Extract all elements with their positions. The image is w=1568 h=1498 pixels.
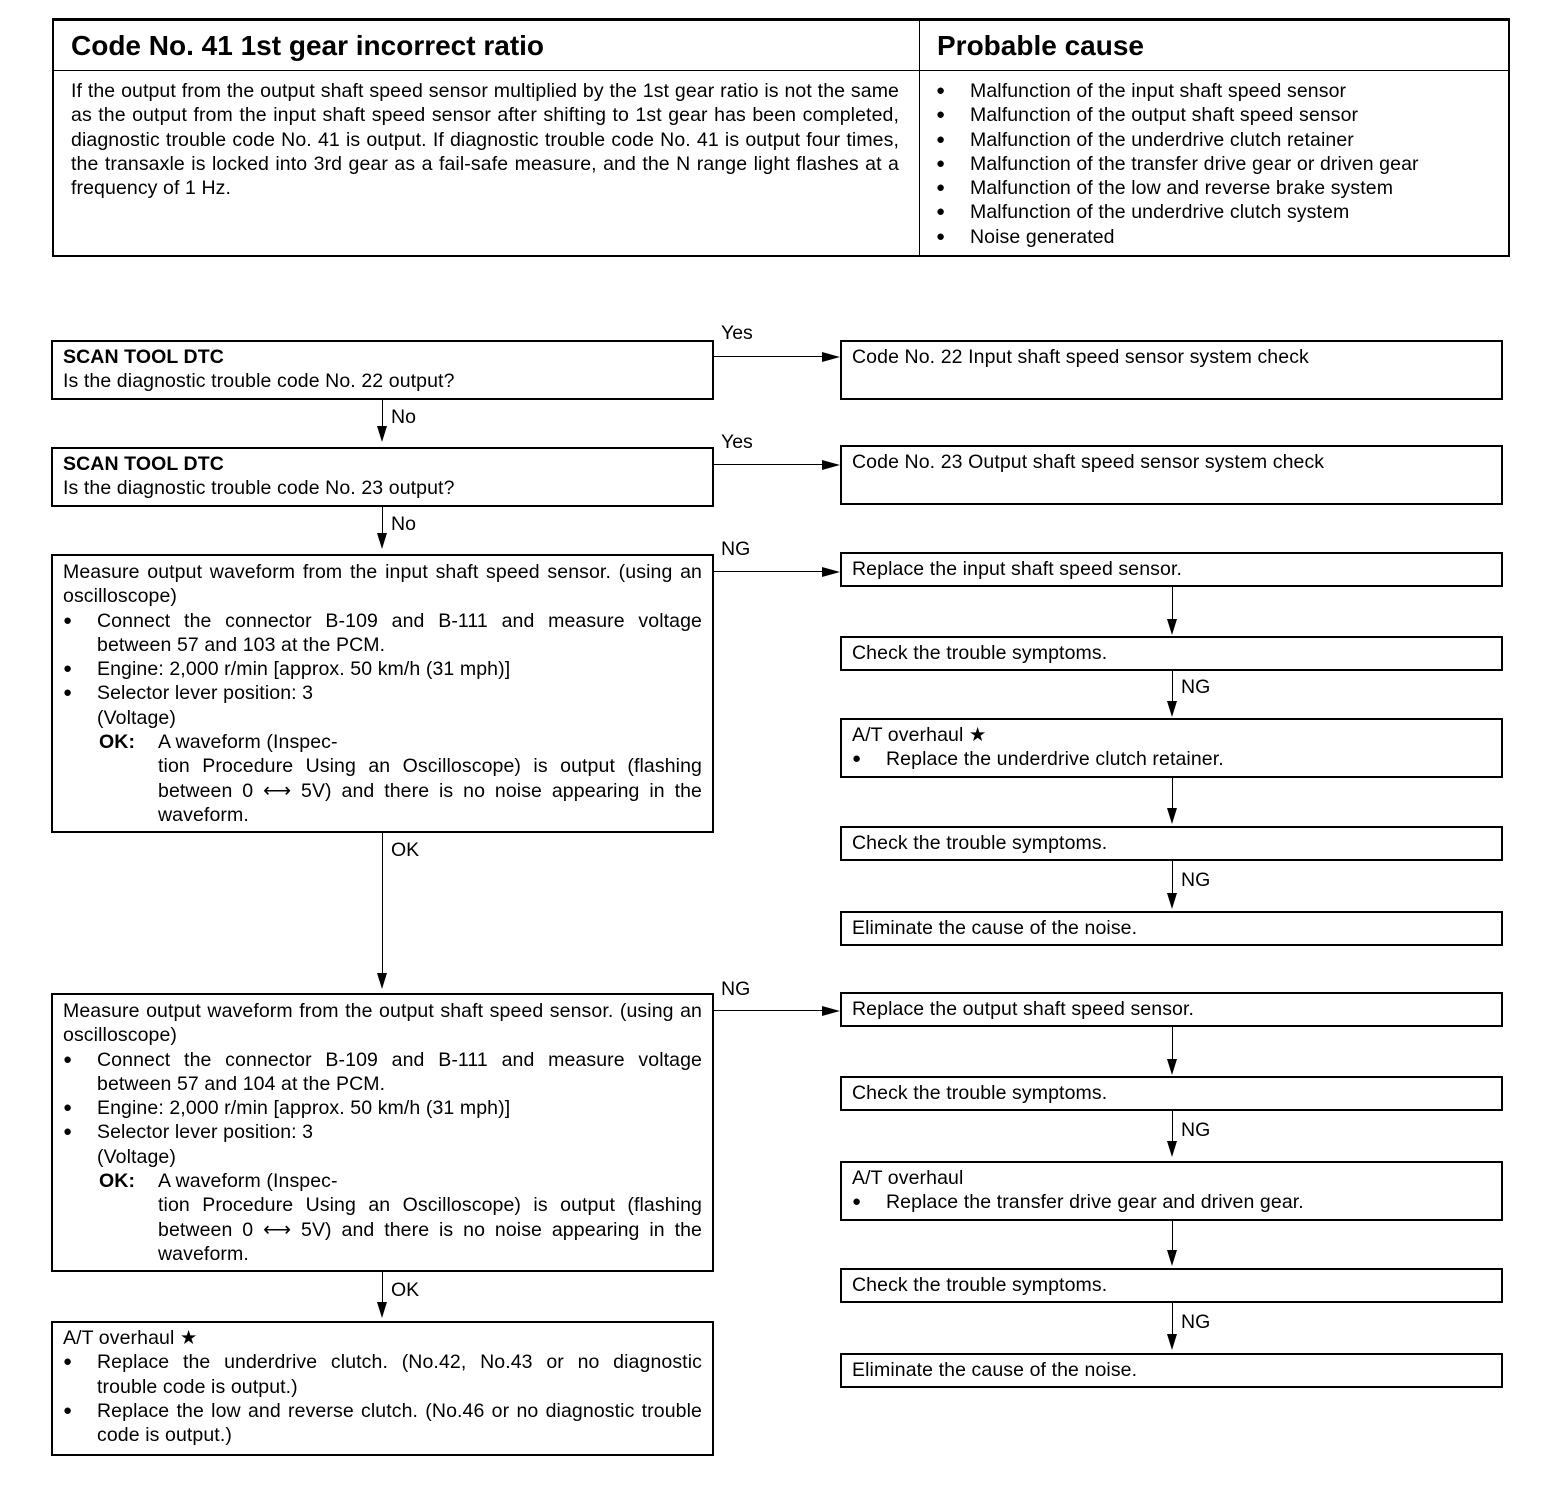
- arrow-right-icon: [822, 567, 840, 577]
- replace-output-sensor-box: [840, 992, 1503, 1027]
- step4-ok-label: OK: [391, 1279, 420, 1301]
- step3-intro: Measure output waveform from the input shaft speed sensor. (using an oscilloscope): [63, 561, 702, 608]
- connector-line: [1172, 587, 1173, 619]
- connector-line: [1172, 1303, 1173, 1334]
- cause-item: ● Malfunction of the low and reverse brake system: [936, 176, 1506, 200]
- connector-line: [382, 833, 383, 973]
- step1-yes-label: Yes: [721, 322, 753, 344]
- eliminate-noise-box: [840, 1353, 1503, 1388]
- arrow-down-icon: [377, 1302, 387, 1318]
- arrow-down-icon: [1167, 893, 1177, 909]
- connector-line: [714, 464, 822, 465]
- column-divider: [919, 21, 920, 255]
- step4-bullet: ● Connect the connector B-109 and B-111 and measure voltage between 57 and 104 at the PCM.: [63, 1048, 702, 1097]
- branch-a-step-text: Check the trouble symptoms.: [852, 832, 1108, 854]
- branch-a-step-text: Check the trouble symptoms.: [852, 642, 1108, 664]
- step2-box: [51, 447, 714, 507]
- step3-voltage: (Voltage): [97, 706, 176, 729]
- diagnostic-table: [52, 18, 1510, 257]
- cause-item: ● Malfunction of the underdrive clutch retainer: [936, 128, 1506, 152]
- step3-bullet: ● Engine: 2,000 r/min [approx. 50 km/h (31 mph)]: [63, 657, 702, 681]
- step1-question: Is the diagnostic trouble code No. 22 output?: [63, 370, 455, 393]
- step4-bullet: ● Selector lever position: 3: [63, 1120, 702, 1144]
- code-description: If the output from the output shaft speed sensor multiplied by the 1st gear ratio is not the same as the output from the input shaft speed sensor after shifting to 1st gear has been completed, diagnostic trouble code No. 41 is output. If diagnostic trouble code No. 41 is output four times, the transaxle is locked into 3rd gear as a fail-safe measure, and the N range light flashes at a frequency of 1 Hz.: [71, 80, 899, 200]
- step1-no-label: No: [391, 406, 416, 428]
- cause-item: ● Malfunction of the input shaft speed sensor: [936, 79, 1506, 103]
- branch-a-step-text: Eliminate the cause of the noise.: [852, 917, 1138, 939]
- step3-bullet: ● Connect the connector B-109 and B-111 and measure voltage between 57 and 103 at the PCM.: [63, 609, 702, 658]
- at-overhaul-title: A/T overhaul ★: [852, 724, 987, 746]
- connector-line: [382, 400, 383, 426]
- ok-label: OK:: [99, 731, 136, 754]
- connector-line: [714, 356, 822, 357]
- branch-b-step-text: Replace the output shaft speed sensor.: [852, 998, 1195, 1020]
- arrow-down-icon: [1167, 619, 1177, 635]
- step5-bullet: ● Replace the underdrive clutch. (No.42, No.43 or no diagnostic trouble code is output.): [63, 1350, 702, 1399]
- eliminate-noise-box: [840, 911, 1503, 946]
- ok-text: A waveform (Inspec-: [158, 731, 338, 754]
- connector-line: [1172, 861, 1173, 893]
- step2-title: SCAN TOOL DTC: [63, 453, 224, 475]
- arrow-right-icon: [822, 1006, 840, 1016]
- code22-check-box: [840, 340, 1503, 400]
- branch-a-ng-label: NG: [1181, 676, 1211, 698]
- connector-line: [1172, 1027, 1173, 1059]
- branch-b-ng-label: NG: [1181, 1119, 1211, 1141]
- step2-no-label: No: [391, 513, 416, 535]
- step4-intro: Measure output waveform from the output shaft speed sensor. (using an oscilloscope): [63, 1000, 702, 1047]
- step3-ok-label: OK: [391, 839, 420, 861]
- connector-line: [714, 571, 822, 572]
- connector-line: [1172, 1111, 1173, 1141]
- arrow-right-icon: [822, 460, 840, 470]
- code-title: Code No. 41 1st gear incorrect ratio: [54, 21, 920, 71]
- replace-input-sensor-box: [840, 552, 1503, 587]
- branch-a-ng-label: NG: [1181, 869, 1211, 891]
- step4-ok-line: [63, 1169, 702, 1193]
- step4-bullets: [63, 1048, 702, 1145]
- step4-voltage: (Voltage): [97, 1145, 176, 1168]
- arrow-down-icon: [377, 533, 387, 549]
- code22-check-text: Code No. 22 Input shaft speed sensor system check: [852, 346, 1309, 368]
- connector-line: [1172, 778, 1173, 810]
- branch-b-step-text: Check the trouble symptoms.: [852, 1082, 1108, 1104]
- at-overhaul-box: [840, 1161, 1503, 1221]
- arrow-down-icon: [1167, 701, 1177, 717]
- cause-item: ● Malfunction of the underdrive clutch system: [936, 200, 1506, 224]
- probable-cause-header: Probable cause: [920, 21, 1508, 71]
- arrow-down-icon: [1167, 808, 1177, 824]
- cause-item: ● Malfunction of the transfer drive gear or driven gear: [936, 152, 1506, 176]
- arrow-down-icon: [377, 973, 387, 989]
- connector-line: [714, 1010, 822, 1011]
- step1-box: [51, 340, 714, 400]
- step1-title: SCAN TOOL DTC: [63, 346, 224, 368]
- branch-b-step-text: Check the trouble symptoms.: [852, 1274, 1108, 1296]
- step4-bullet: ● Engine: 2,000 r/min [approx. 50 km/h (31 mph)]: [63, 1096, 702, 1120]
- arrow-down-icon: [1167, 1059, 1177, 1075]
- step4-box: [51, 993, 714, 1272]
- step4-ng-label: NG: [721, 978, 751, 1000]
- step3-bullets: [63, 609, 702, 706]
- step3-ok-detail: tion Procedure Using an Oscilloscope) is output (flashing between 0 ⟷ 5V) and there is no noise appearing in the waveform.: [158, 755, 702, 826]
- cause-item: ● Malfunction of the output shaft speed sensor: [936, 103, 1506, 127]
- check-symptoms-box: [840, 1268, 1503, 1303]
- at-overhaul-box: [840, 718, 1503, 778]
- step2-question: Is the diagnostic trouble code No. 23 output?: [63, 477, 455, 500]
- check-symptoms-box: [840, 826, 1503, 861]
- step3-ng-label: NG: [721, 538, 751, 560]
- cause-item: ● Noise generated: [936, 225, 1506, 249]
- arrow-down-icon: [1167, 1141, 1177, 1157]
- arrow-down-icon: [1167, 1334, 1177, 1350]
- at-overhaul-bullets: [852, 1190, 1491, 1214]
- arrow-down-icon: [1167, 1250, 1177, 1266]
- at-overhaul-bullet: ● Replace the underdrive clutch retainer.: [852, 747, 1491, 771]
- check-symptoms-box: [840, 636, 1503, 671]
- step3-box: [51, 554, 714, 833]
- connector-line: [1172, 1221, 1173, 1251]
- code23-check-box: [840, 445, 1503, 505]
- branch-a-step-text: Replace the input shaft speed sensor.: [852, 558, 1183, 580]
- step3-bullet: ● Selector lever position: 3: [63, 681, 702, 705]
- step5-bullets: [63, 1350, 702, 1447]
- step4-ok-detail: tion Procedure Using an Oscilloscope) is output (flashing between 0 ⟷ 5V) and there is no noise appearing in the waveform.: [158, 1194, 702, 1265]
- probable-cause-list: [936, 79, 1506, 249]
- arrow-right-icon: [822, 352, 840, 362]
- connector-line: [382, 507, 383, 533]
- ok-label: OK:: [99, 1170, 136, 1193]
- at-overhaul-bullet: ● Replace the transfer drive gear and driven gear.: [852, 1190, 1491, 1214]
- branch-b-ng-label: NG: [1181, 1311, 1211, 1333]
- step5-bullet: ● Replace the low and reverse clutch. (No.46 or no diagnostic trouble code is output.): [63, 1399, 702, 1448]
- connector-line: [1172, 671, 1173, 701]
- step5-title: A/T overhaul ★: [63, 1327, 198, 1349]
- at-overhaul-bullets: [852, 747, 1491, 771]
- arrow-down-icon: [377, 426, 387, 442]
- step2-yes-label: Yes: [721, 431, 753, 453]
- at-overhaul-title: A/T overhaul: [852, 1167, 964, 1189]
- code23-check-text: Code No. 23 Output shaft speed sensor system check: [852, 451, 1325, 473]
- step3-ok-line: [63, 730, 702, 754]
- check-symptoms-box: [840, 1076, 1503, 1111]
- step5-box: [51, 1321, 714, 1456]
- connector-line: [382, 1272, 383, 1302]
- ok-text: A waveform (Inspec-: [158, 1170, 338, 1193]
- branch-b-step-text: Eliminate the cause of the noise.: [852, 1359, 1138, 1381]
